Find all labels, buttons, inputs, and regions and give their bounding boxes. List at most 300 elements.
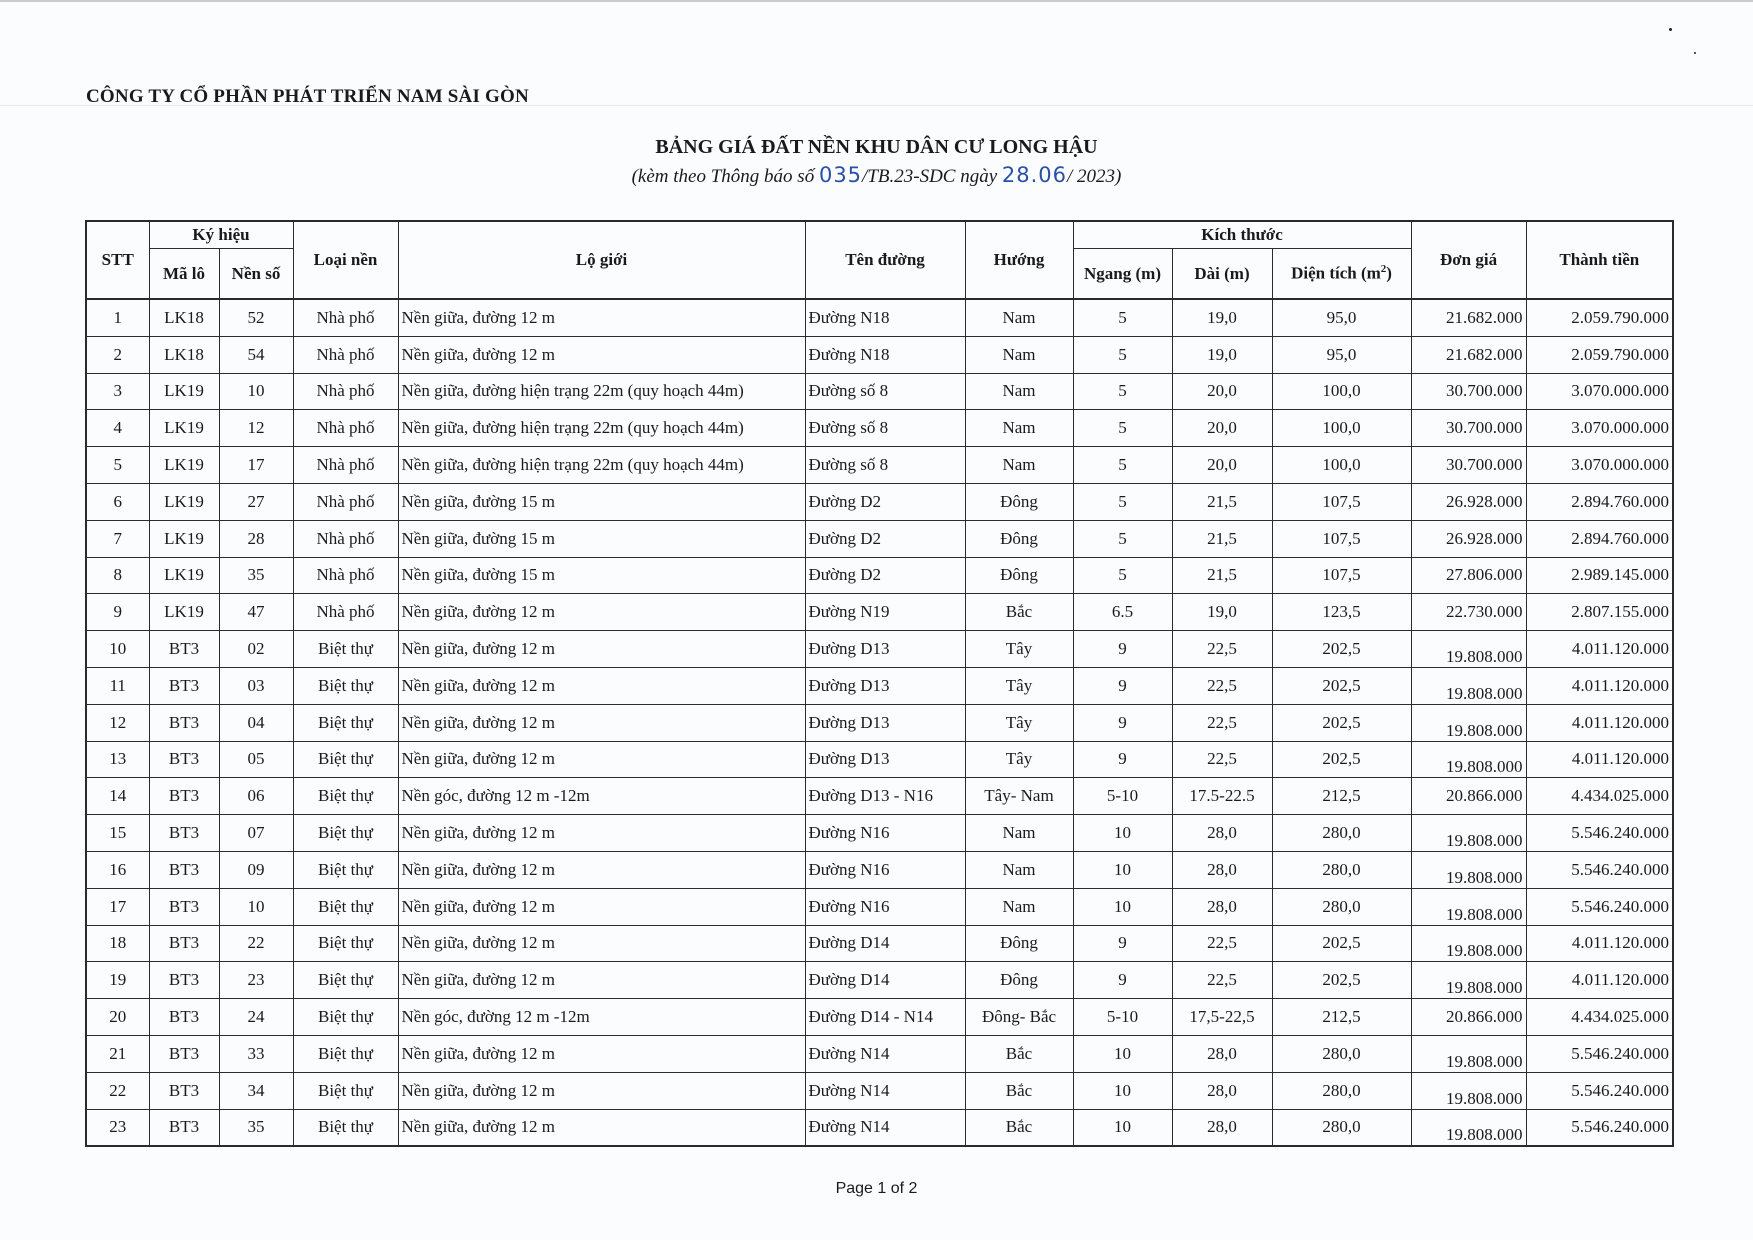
cell-lo-gioi: Nền giữa, đường 12 m bbox=[398, 667, 805, 704]
cell-ten-duong: Đường D13 bbox=[805, 667, 965, 704]
cell-ma-lo: BT3 bbox=[149, 925, 219, 962]
cell-ten-duong: Đường D14 bbox=[805, 962, 965, 999]
cell-don-gia: 20.866.000 bbox=[1411, 778, 1526, 815]
cell-ma-lo: BT3 bbox=[149, 1109, 219, 1146]
cell-stt: 12 bbox=[86, 704, 149, 741]
cell-stt: 9 bbox=[86, 594, 149, 631]
cell-don-gia: 30.700.000 bbox=[1411, 373, 1526, 410]
cell-stt: 8 bbox=[86, 557, 149, 594]
cell-loai-nen: Biệt thự bbox=[293, 1109, 398, 1146]
cell-huong: Nam bbox=[965, 888, 1073, 925]
subtitle-prefix: (kèm theo Thông báo số bbox=[631, 166, 819, 187]
cell-huong: Nam bbox=[965, 336, 1073, 373]
cell-ma-lo: BT3 bbox=[149, 888, 219, 925]
cell-stt: 23 bbox=[86, 1109, 149, 1146]
cell-lo-gioi: Nền giữa, đường 12 m bbox=[398, 888, 805, 925]
cell-thanh-tien: 4.011.120.000 bbox=[1526, 631, 1673, 668]
cell-lo-gioi: Nền giữa, đường 15 m bbox=[398, 483, 805, 520]
cell-stt: 7 bbox=[86, 520, 149, 557]
cell-ten-duong: Đường N16 bbox=[805, 851, 965, 888]
cell-ngang: 5 bbox=[1073, 336, 1172, 373]
cell-ma-lo: LK19 bbox=[149, 447, 219, 484]
cell-dai: 19,0 bbox=[1172, 336, 1272, 373]
document-subtitle bbox=[0, 163, 1753, 188]
cell-dai: 20,0 bbox=[1172, 373, 1272, 410]
cell-ten-duong: Đường D14 bbox=[805, 925, 965, 962]
cell-dien-tich: 202,5 bbox=[1272, 741, 1411, 778]
cell-loai-nen: Biệt thự bbox=[293, 667, 398, 704]
cell-ngang: 6.5 bbox=[1073, 594, 1172, 631]
cell-loai-nen: Biệt thự bbox=[293, 778, 398, 815]
cell-huong: Nam bbox=[965, 299, 1073, 336]
table-row bbox=[86, 962, 1673, 999]
cell-loai-nen: Nhà phố bbox=[293, 447, 398, 484]
cell-ten-duong: Đường số 8 bbox=[805, 373, 965, 410]
header-dien-tich-close: ) bbox=[1386, 263, 1392, 283]
cell-ngang: 5 bbox=[1073, 373, 1172, 410]
cell-thanh-tien: 3.070.000.000 bbox=[1526, 410, 1673, 447]
cell-lo-gioi: Nền giữa, đường hiện trạng 22m (quy hoạch 44m) bbox=[398, 373, 805, 410]
table-row bbox=[86, 373, 1673, 410]
cell-dien-tich: 280,0 bbox=[1272, 1109, 1411, 1146]
cell-thanh-tien: 2.894.760.000 bbox=[1526, 483, 1673, 520]
cell-don-gia: 21.682.000 bbox=[1411, 299, 1526, 336]
cell-huong: Đông- Bắc bbox=[965, 999, 1073, 1036]
cell-ten-duong: Đường D13 bbox=[805, 704, 965, 741]
cell-dai: 22,5 bbox=[1172, 962, 1272, 999]
cell-thanh-tien: 5.546.240.000 bbox=[1526, 815, 1673, 852]
cell-loai-nen: Nhà phố bbox=[293, 336, 398, 373]
cell-stt: 1 bbox=[86, 299, 149, 336]
header-lo-gioi: Lộ giới bbox=[398, 221, 805, 299]
cell-huong: Bắc bbox=[965, 594, 1073, 631]
subtitle-middle: /TB.23-SDC ngày bbox=[862, 166, 1002, 187]
cell-huong: Tây bbox=[965, 667, 1073, 704]
cell-ma-lo: BT3 bbox=[149, 1072, 219, 1109]
header-thanh-tien: Thành tiền bbox=[1526, 221, 1673, 299]
cell-ma-lo: LK19 bbox=[149, 557, 219, 594]
cell-ten-duong: Đường D13 bbox=[805, 631, 965, 668]
cell-nen-so: 10 bbox=[219, 373, 293, 410]
cell-ma-lo: BT3 bbox=[149, 704, 219, 741]
cell-huong: Nam bbox=[965, 815, 1073, 852]
cell-loai-nen: Nhà phố bbox=[293, 373, 398, 410]
table-row bbox=[86, 483, 1673, 520]
cell-ma-lo: BT3 bbox=[149, 667, 219, 704]
cell-ten-duong: Đường N14 bbox=[805, 1035, 965, 1072]
table-body bbox=[86, 299, 1673, 1146]
cell-lo-gioi: Nền giữa, đường hiện trạng 22m (quy hoạch 44m) bbox=[398, 447, 805, 484]
cell-stt: 10 bbox=[86, 631, 149, 668]
cell-don-gia: 19.808.000 bbox=[1411, 815, 1526, 852]
cell-don-gia: 19.808.000 bbox=[1411, 925, 1526, 962]
cell-nen-so: 09 bbox=[219, 851, 293, 888]
cell-dien-tich: 95,0 bbox=[1272, 299, 1411, 336]
cell-thanh-tien: 4.011.120.000 bbox=[1526, 667, 1673, 704]
cell-loai-nen: Nhà phố bbox=[293, 410, 398, 447]
table-row bbox=[86, 631, 1673, 668]
table-row bbox=[86, 999, 1673, 1036]
cell-nen-so: 35 bbox=[219, 1109, 293, 1146]
cell-nen-so: 23 bbox=[219, 962, 293, 999]
cell-thanh-tien: 4.011.120.000 bbox=[1526, 704, 1673, 741]
header-ky-hieu: Ký hiệu bbox=[149, 221, 293, 249]
subtitle-suffix: / 2023) bbox=[1067, 166, 1122, 187]
cell-ngang: 5 bbox=[1073, 410, 1172, 447]
cell-dien-tich: 202,5 bbox=[1272, 925, 1411, 962]
cell-ma-lo: BT3 bbox=[149, 631, 219, 668]
cell-ten-duong: Đường D2 bbox=[805, 483, 965, 520]
cell-ten-duong: Đường N14 bbox=[805, 1072, 965, 1109]
cell-lo-gioi: Nền góc, đường 12 m -12m bbox=[398, 778, 805, 815]
cell-nen-so: 07 bbox=[219, 815, 293, 852]
cell-stt: 3 bbox=[86, 373, 149, 410]
cell-lo-gioi: Nền giữa, đường 15 m bbox=[398, 557, 805, 594]
cell-don-gia: 19.808.000 bbox=[1411, 667, 1526, 704]
cell-dien-tich: 100,0 bbox=[1272, 410, 1411, 447]
cell-nen-so: 34 bbox=[219, 1072, 293, 1109]
cell-dai: 28,0 bbox=[1172, 1035, 1272, 1072]
cell-dai: 22,5 bbox=[1172, 925, 1272, 962]
cell-lo-gioi: Nền giữa, đường 12 m bbox=[398, 1072, 805, 1109]
cell-lo-gioi: Nền giữa, đường 12 m bbox=[398, 815, 805, 852]
header-kich-thuoc: Kích thước bbox=[1073, 221, 1411, 249]
cell-don-gia: 19.808.000 bbox=[1411, 962, 1526, 999]
table-row bbox=[86, 299, 1673, 336]
header-ngang: Ngang (m) bbox=[1073, 249, 1172, 300]
cell-ngang: 9 bbox=[1073, 704, 1172, 741]
table-row bbox=[86, 1109, 1673, 1146]
cell-thanh-tien: 2.989.145.000 bbox=[1526, 557, 1673, 594]
cell-dai: 21,5 bbox=[1172, 483, 1272, 520]
cell-ngang: 5 bbox=[1073, 299, 1172, 336]
cell-huong: Nam bbox=[965, 447, 1073, 484]
cell-loai-nen: Nhà phố bbox=[293, 520, 398, 557]
cell-ngang: 9 bbox=[1073, 962, 1172, 999]
cell-dai: 22,5 bbox=[1172, 631, 1272, 668]
cell-thanh-tien: 4.011.120.000 bbox=[1526, 925, 1673, 962]
cell-thanh-tien: 5.546.240.000 bbox=[1526, 888, 1673, 925]
cell-nen-so: 33 bbox=[219, 1035, 293, 1072]
cell-ten-duong: Đường N14 bbox=[805, 1109, 965, 1146]
cell-huong: Tây- Nam bbox=[965, 778, 1073, 815]
cell-ngang: 5 bbox=[1073, 483, 1172, 520]
cell-thanh-tien: 4.434.025.000 bbox=[1526, 778, 1673, 815]
cell-huong: Tây bbox=[965, 741, 1073, 778]
header-nen-so: Nền số bbox=[219, 249, 293, 300]
cell-dai: 22,5 bbox=[1172, 667, 1272, 704]
cell-stt: 21 bbox=[86, 1035, 149, 1072]
cell-stt: 4 bbox=[86, 410, 149, 447]
cell-huong: Đông bbox=[965, 557, 1073, 594]
cell-loai-nen: Nhà phố bbox=[293, 483, 398, 520]
cell-lo-gioi: Nền góc, đường 12 m -12m bbox=[398, 999, 805, 1036]
cell-loai-nen: Biệt thự bbox=[293, 741, 398, 778]
cell-nen-so: 12 bbox=[219, 410, 293, 447]
cell-lo-gioi: Nền giữa, đường 12 m bbox=[398, 299, 805, 336]
cell-thanh-tien: 5.546.240.000 bbox=[1526, 851, 1673, 888]
cell-stt: 11 bbox=[86, 667, 149, 704]
cell-dien-tich: 100,0 bbox=[1272, 447, 1411, 484]
cell-dien-tich: 123,5 bbox=[1272, 594, 1411, 631]
header-dien-tich bbox=[1272, 249, 1411, 300]
cell-nen-so: 27 bbox=[219, 483, 293, 520]
cell-huong: Nam bbox=[965, 851, 1073, 888]
cell-ngang: 10 bbox=[1073, 888, 1172, 925]
cell-dai: 28,0 bbox=[1172, 1072, 1272, 1109]
cell-ten-duong: Đường số 8 bbox=[805, 447, 965, 484]
cell-ngang: 10 bbox=[1073, 1072, 1172, 1109]
cell-ten-duong: Đường N16 bbox=[805, 888, 965, 925]
table-row bbox=[86, 520, 1673, 557]
cell-stt: 20 bbox=[86, 999, 149, 1036]
cell-nen-so: 06 bbox=[219, 778, 293, 815]
table-row bbox=[86, 778, 1673, 815]
cell-don-gia: 27.806.000 bbox=[1411, 557, 1526, 594]
cell-dien-tich: 95,0 bbox=[1272, 336, 1411, 373]
table-row bbox=[86, 557, 1673, 594]
cell-huong: Tây bbox=[965, 631, 1073, 668]
header-dai: Dài (m) bbox=[1172, 249, 1272, 300]
cell-dai: 21,5 bbox=[1172, 520, 1272, 557]
cell-loai-nen: Biệt thự bbox=[293, 888, 398, 925]
cell-ngang: 10 bbox=[1073, 1035, 1172, 1072]
cell-loai-nen: Biệt thự bbox=[293, 962, 398, 999]
table-row bbox=[86, 815, 1673, 852]
cell-thanh-tien: 5.546.240.000 bbox=[1526, 1072, 1673, 1109]
cell-lo-gioi: Nền giữa, đường 12 m bbox=[398, 962, 805, 999]
cell-ngang: 5 bbox=[1073, 447, 1172, 484]
cell-stt: 15 bbox=[86, 815, 149, 852]
table-row bbox=[86, 741, 1673, 778]
cell-lo-gioi: Nền giữa, đường 12 m bbox=[398, 741, 805, 778]
header-dien-tich-sup: 2 bbox=[1380, 263, 1387, 276]
cell-stt: 17 bbox=[86, 888, 149, 925]
cell-loai-nen: Biệt thự bbox=[293, 1035, 398, 1072]
cell-stt: 5 bbox=[86, 447, 149, 484]
table-row bbox=[86, 925, 1673, 962]
cell-lo-gioi: Nền giữa, đường 12 m bbox=[398, 851, 805, 888]
cell-thanh-tien: 2.059.790.000 bbox=[1526, 299, 1673, 336]
cell-don-gia: 19.808.000 bbox=[1411, 1072, 1526, 1109]
cell-ten-duong: Đường D13 bbox=[805, 741, 965, 778]
cell-dien-tich: 280,0 bbox=[1272, 888, 1411, 925]
cell-dien-tich: 202,5 bbox=[1272, 667, 1411, 704]
cell-ngang: 10 bbox=[1073, 815, 1172, 852]
cell-don-gia: 19.808.000 bbox=[1411, 704, 1526, 741]
table-row bbox=[86, 594, 1673, 631]
cell-ma-lo: BT3 bbox=[149, 778, 219, 815]
cell-ten-duong: Đường số 8 bbox=[805, 410, 965, 447]
cell-dien-tich: 280,0 bbox=[1272, 1035, 1411, 1072]
cell-thanh-tien: 3.070.000.000 bbox=[1526, 373, 1673, 410]
table-row bbox=[86, 1072, 1673, 1109]
cell-ten-duong: Đường N16 bbox=[805, 815, 965, 852]
cell-dien-tich: 107,5 bbox=[1272, 520, 1411, 557]
cell-dien-tich: 280,0 bbox=[1272, 815, 1411, 852]
cell-loai-nen: Nhà phố bbox=[293, 299, 398, 336]
cell-ngang: 5 bbox=[1073, 520, 1172, 557]
cell-don-gia: 26.928.000 bbox=[1411, 520, 1526, 557]
cell-dien-tich: 212,5 bbox=[1272, 778, 1411, 815]
cell-dai: 20,0 bbox=[1172, 410, 1272, 447]
cell-ten-duong: Đường N19 bbox=[805, 594, 965, 631]
cell-dai: 20,0 bbox=[1172, 447, 1272, 484]
cell-nen-so: 54 bbox=[219, 336, 293, 373]
cell-lo-gioi: Nền giữa, đường 12 m bbox=[398, 631, 805, 668]
cell-thanh-tien: 4.434.025.000 bbox=[1526, 999, 1673, 1036]
cell-don-gia: 19.808.000 bbox=[1411, 888, 1526, 925]
cell-ma-lo: LK19 bbox=[149, 483, 219, 520]
cell-nen-so: 17 bbox=[219, 447, 293, 484]
cell-ten-duong: Đường N18 bbox=[805, 336, 965, 373]
cell-dai: 22,5 bbox=[1172, 704, 1272, 741]
cell-lo-gioi: Nền giữa, đường 12 m bbox=[398, 594, 805, 631]
cell-dai: 28,0 bbox=[1172, 1109, 1272, 1146]
header-huong: Hướng bbox=[965, 221, 1073, 299]
table-row bbox=[86, 704, 1673, 741]
cell-loai-nen: Nhà phố bbox=[293, 557, 398, 594]
cell-lo-gioi: Nền giữa, đường 12 m bbox=[398, 1109, 805, 1146]
cell-lo-gioi: Nền giữa, đường hiện trạng 22m (quy hoạch 44m) bbox=[398, 410, 805, 447]
cell-don-gia: 21.682.000 bbox=[1411, 336, 1526, 373]
cell-nen-so: 05 bbox=[219, 741, 293, 778]
cell-stt: 13 bbox=[86, 741, 149, 778]
cell-ngang: 9 bbox=[1073, 925, 1172, 962]
header-dien-tich-label: Diện tích (m bbox=[1291, 263, 1381, 283]
cell-stt: 22 bbox=[86, 1072, 149, 1109]
cell-nen-so: 10 bbox=[219, 888, 293, 925]
cell-thanh-tien: 2.807.155.000 bbox=[1526, 594, 1673, 631]
cell-ma-lo: LK19 bbox=[149, 410, 219, 447]
table-row bbox=[86, 667, 1673, 704]
cell-thanh-tien: 4.011.120.000 bbox=[1526, 741, 1673, 778]
cell-ma-lo: BT3 bbox=[149, 741, 219, 778]
cell-thanh-tien: 2.059.790.000 bbox=[1526, 336, 1673, 373]
cell-dien-tich: 107,5 bbox=[1272, 483, 1411, 520]
cell-ma-lo: BT3 bbox=[149, 815, 219, 852]
table-row bbox=[86, 851, 1673, 888]
table-header bbox=[86, 221, 1673, 299]
cell-nen-so: 52 bbox=[219, 299, 293, 336]
cell-don-gia: 19.808.000 bbox=[1411, 851, 1526, 888]
cell-ten-duong: Đường D2 bbox=[805, 557, 965, 594]
scan-edge-top bbox=[0, 0, 1753, 2]
cell-ngang: 5-10 bbox=[1073, 778, 1172, 815]
cell-huong: Tây bbox=[965, 704, 1073, 741]
cell-huong: Bắc bbox=[965, 1035, 1073, 1072]
cell-lo-gioi: Nền giữa, đường 12 m bbox=[398, 336, 805, 373]
cell-lo-gioi: Nền giữa, đường 12 m bbox=[398, 925, 805, 962]
cell-dai: 17,5-22,5 bbox=[1172, 999, 1272, 1036]
cell-dien-tich: 202,5 bbox=[1272, 631, 1411, 668]
cell-stt: 6 bbox=[86, 483, 149, 520]
cell-don-gia: 19.808.000 bbox=[1411, 1035, 1526, 1072]
cell-dien-tich: 212,5 bbox=[1272, 999, 1411, 1036]
header-don-gia: Đơn giá bbox=[1411, 221, 1526, 299]
cell-loai-nen: Biệt thự bbox=[293, 925, 398, 962]
cell-nen-so: 24 bbox=[219, 999, 293, 1036]
cell-loai-nen: Biệt thự bbox=[293, 1072, 398, 1109]
cell-huong: Đông bbox=[965, 520, 1073, 557]
cell-thanh-tien: 2.894.760.000 bbox=[1526, 520, 1673, 557]
cell-nen-so: 03 bbox=[219, 667, 293, 704]
cell-dai: 28,0 bbox=[1172, 888, 1272, 925]
table-row bbox=[86, 447, 1673, 484]
cell-ma-lo: LK19 bbox=[149, 520, 219, 557]
cell-ngang: 5-10 bbox=[1073, 999, 1172, 1036]
scan-speck bbox=[1694, 52, 1696, 54]
cell-ma-lo: LK19 bbox=[149, 373, 219, 410]
cell-ngang: 9 bbox=[1073, 741, 1172, 778]
cell-huong: Bắc bbox=[965, 1072, 1073, 1109]
handwritten-date: 28.06 bbox=[1001, 163, 1068, 187]
cell-ten-duong: Đường N18 bbox=[805, 299, 965, 336]
cell-nen-so: 28 bbox=[219, 520, 293, 557]
cell-loai-nen: Biệt thự bbox=[293, 631, 398, 668]
cell-huong: Đông bbox=[965, 962, 1073, 999]
table-row bbox=[86, 888, 1673, 925]
cell-ten-duong: Đường D14 - N14 bbox=[805, 999, 965, 1036]
cell-dien-tich: 107,5 bbox=[1272, 557, 1411, 594]
cell-dai: 28,0 bbox=[1172, 851, 1272, 888]
cell-loai-nen: Biệt thự bbox=[293, 999, 398, 1036]
cell-loai-nen: Biệt thự bbox=[293, 704, 398, 741]
cell-loai-nen: Biệt thự bbox=[293, 815, 398, 852]
cell-dien-tich: 280,0 bbox=[1272, 851, 1411, 888]
cell-don-gia: 30.700.000 bbox=[1411, 410, 1526, 447]
cell-dai: 28,0 bbox=[1172, 815, 1272, 852]
cell-ma-lo: LK18 bbox=[149, 336, 219, 373]
cell-loai-nen: Biệt thự bbox=[293, 851, 398, 888]
cell-thanh-tien: 5.546.240.000 bbox=[1526, 1035, 1673, 1072]
table-row bbox=[86, 336, 1673, 373]
cell-dien-tich: 280,0 bbox=[1272, 1072, 1411, 1109]
scan-speck bbox=[1669, 28, 1672, 31]
cell-ma-lo: BT3 bbox=[149, 1035, 219, 1072]
cell-stt: 14 bbox=[86, 778, 149, 815]
header-ten-duong: Tên đường bbox=[805, 221, 965, 299]
cell-ngang: 5 bbox=[1073, 557, 1172, 594]
handwritten-notice-number: 035 bbox=[818, 163, 863, 187]
cell-don-gia: 19.808.000 bbox=[1411, 741, 1526, 778]
cell-ngang: 9 bbox=[1073, 667, 1172, 704]
cell-lo-gioi: Nền giữa, đường 12 m bbox=[398, 1035, 805, 1072]
cell-ten-duong: Đường D13 - N16 bbox=[805, 778, 965, 815]
cell-thanh-tien: 3.070.000.000 bbox=[1526, 447, 1673, 484]
cell-dai: 21,5 bbox=[1172, 557, 1272, 594]
cell-ma-lo: LK18 bbox=[149, 299, 219, 336]
cell-ngang: 9 bbox=[1073, 631, 1172, 668]
cell-nen-so: 35 bbox=[219, 557, 293, 594]
cell-don-gia: 22.730.000 bbox=[1411, 594, 1526, 631]
table-row bbox=[86, 1035, 1673, 1072]
cell-stt: 19 bbox=[86, 962, 149, 999]
cell-dai: 17.5-22.5 bbox=[1172, 778, 1272, 815]
cell-don-gia: 20.866.000 bbox=[1411, 999, 1526, 1036]
cell-nen-so: 47 bbox=[219, 594, 293, 631]
cell-stt: 18 bbox=[86, 925, 149, 962]
cell-dai: 19,0 bbox=[1172, 299, 1272, 336]
document-title: BẢNG GIÁ ĐẤT NỀN KHU DÂN CƯ LONG HẬU bbox=[655, 136, 1098, 158]
price-table bbox=[85, 220, 1674, 1147]
cell-dien-tich: 202,5 bbox=[1272, 962, 1411, 999]
cell-don-gia: 30.700.000 bbox=[1411, 447, 1526, 484]
cell-ngang: 10 bbox=[1073, 851, 1172, 888]
header-loai-nen: Loại nền bbox=[293, 221, 398, 299]
cell-dien-tich: 202,5 bbox=[1272, 704, 1411, 741]
cell-dai: 22,5 bbox=[1172, 741, 1272, 778]
